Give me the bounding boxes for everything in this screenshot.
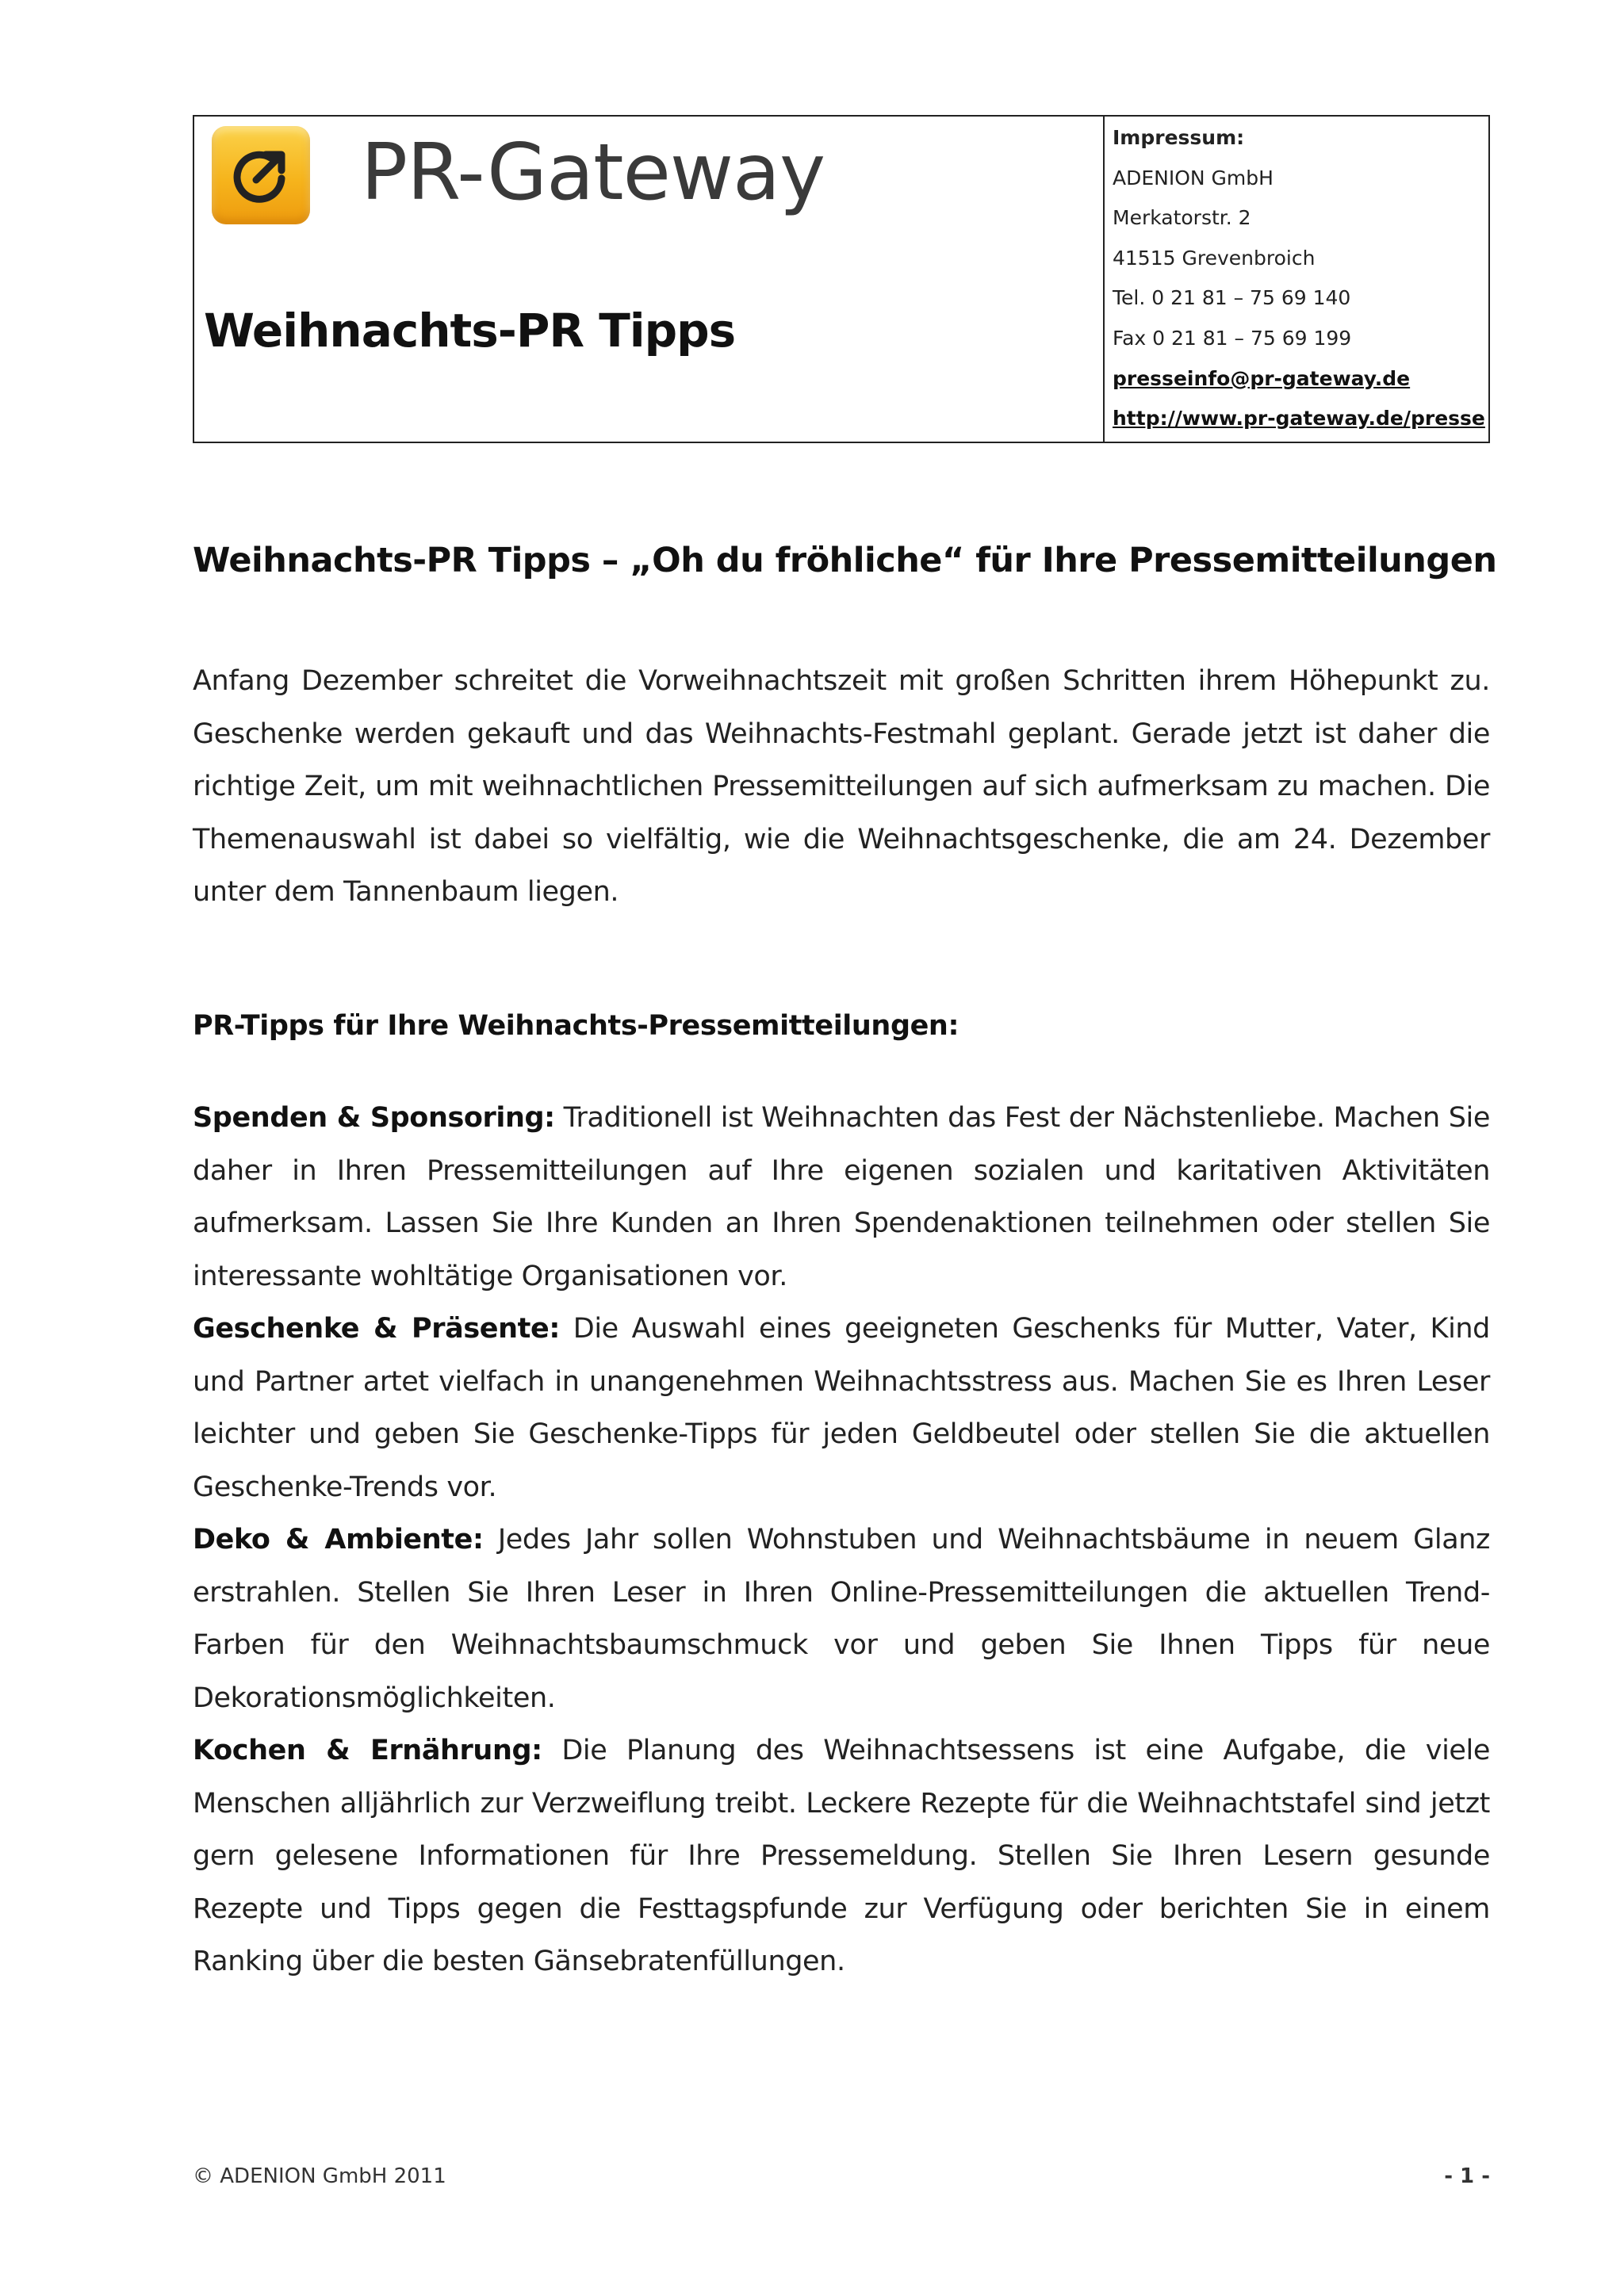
impressum-email-link[interactable]: presseinfo@pr-gateway.de bbox=[1113, 366, 1411, 390]
list-item bbox=[193, 1513, 1490, 1724]
document-title: Weihnachts-PR Tipps bbox=[204, 304, 736, 358]
impressum-website-link[interactable]: http://www.pr-gateway.de/presse bbox=[1113, 407, 1485, 430]
impressum-phone: Tel. 0 21 81 – 75 69 140 bbox=[1113, 286, 1351, 310]
article-heading: Weihnachts-PR Tipps – „Oh du fröhliche“ für Ihre Pressemitteilungen bbox=[193, 541, 1497, 580]
tip-text: Jedes Jahr sollen Wohnstuben und Weihnachtsbäume in neuem Glanz erstrahlen. Stellen Sie Ihren Leser in Ihren Online-Pressemitteilungen die aktuellen Trend-Farben für den Weihnachtsbaumschmuck vor und geben Sie Ihnen Tipps für neue Dekorationsmöglichkeiten. bbox=[193, 1524, 1490, 1714]
tip-title: Geschenke & Präsente: bbox=[193, 1313, 560, 1345]
logo-wordmark: PR-Gateway bbox=[361, 128, 825, 218]
footer-copyright: © ADENION GmbH 2011 bbox=[193, 2164, 446, 2188]
list-item bbox=[193, 1092, 1490, 1303]
impressum-block bbox=[1113, 118, 1485, 439]
tip-title: Deko & Ambiente: bbox=[193, 1524, 484, 1556]
tip-text: Die Planung des Weihnachtsessens ist eine Aufgabe, die viele Menschen alljährlich zur Verzweiflung treibt. Leckere Rezepte für die Weihnachtstafel sind jetzt gern gelesene Informationen für Ihre Pressemeldung. Stellen Sie Ihren Lesern gesunde Rezepte und Tipps gegen die Festtagspfunde zur Verfügung oder berichten Sie in einem Ranking über die besten Gänsebratenfüllungen. bbox=[193, 1735, 1490, 1977]
impressum-label: Impressum: bbox=[1113, 126, 1245, 149]
impressum-company: ADENION GmbH bbox=[1113, 166, 1274, 189]
footer-page-number: - 1 - bbox=[1444, 2164, 1490, 2188]
impressum-city: 41515 Grevenbroich bbox=[1113, 246, 1316, 270]
tip-title: Spenden & Sponsoring: bbox=[193, 1102, 555, 1134]
header-divider bbox=[1103, 117, 1105, 442]
impressum-fax: Fax 0 21 81 – 75 69 199 bbox=[1113, 326, 1352, 350]
refresh-arrow-icon bbox=[229, 144, 293, 207]
intro-paragraph: Anfang Dezember schreitet die Vorweihnachtszeit mit großen Schritten ihrem Höhepunkt zu. Geschenke werden gekauft und das Weihnachts-Festmahl geplant. Gerade jetzt ist daher die richtige Zeit, um mit weihnachtlichen Pressemitteilungen auf sich aufmerksam zu machen. Die Themenauswahl ist dabei so vielfältig, wie die Weihnachtsgeschenke, die am 24. Dezember unter dem Tannenbaum liegen. bbox=[193, 665, 1490, 908]
list-item bbox=[193, 1724, 1490, 1988]
tips-list bbox=[193, 1092, 1490, 1988]
pr-gateway-logo-icon bbox=[212, 126, 310, 224]
tips-subheading: PR-Tipps für Ihre Weihnachts-Pressemitteilungen: bbox=[193, 1010, 959, 1042]
impressum-street: Merkatorstr. 2 bbox=[1113, 206, 1251, 230]
list-item bbox=[193, 1303, 1490, 1513]
tip-text: Die Auswahl eines geeigneten Geschenks für Mutter, Vater, Kind und Partner artet vielfach in unangenehmen Weihnachtsstress aus. Machen Sie es Ihren Leser leichter und geben Sie Geschenke-Tipps für jeden Geldbeutel oder stellen Sie die aktuellen Geschenke-Trends vor. bbox=[193, 1313, 1490, 1503]
tip-text: Traditionell ist Weihnachten das Fest der Nächstenliebe. Machen Sie daher in Ihren Pressemitteilungen auf Ihre eigenen sozialen und karitativen Aktivitäten aufmerksam. Lassen Sie Ihre Kunden an Ihren Spendenaktionen teilnehmen oder stellen Sie interessante wohltätige Organisationen vor. bbox=[193, 1102, 1490, 1292]
tip-title: Kochen & Ernährung: bbox=[193, 1735, 542, 1766]
header-box bbox=[193, 115, 1490, 443]
